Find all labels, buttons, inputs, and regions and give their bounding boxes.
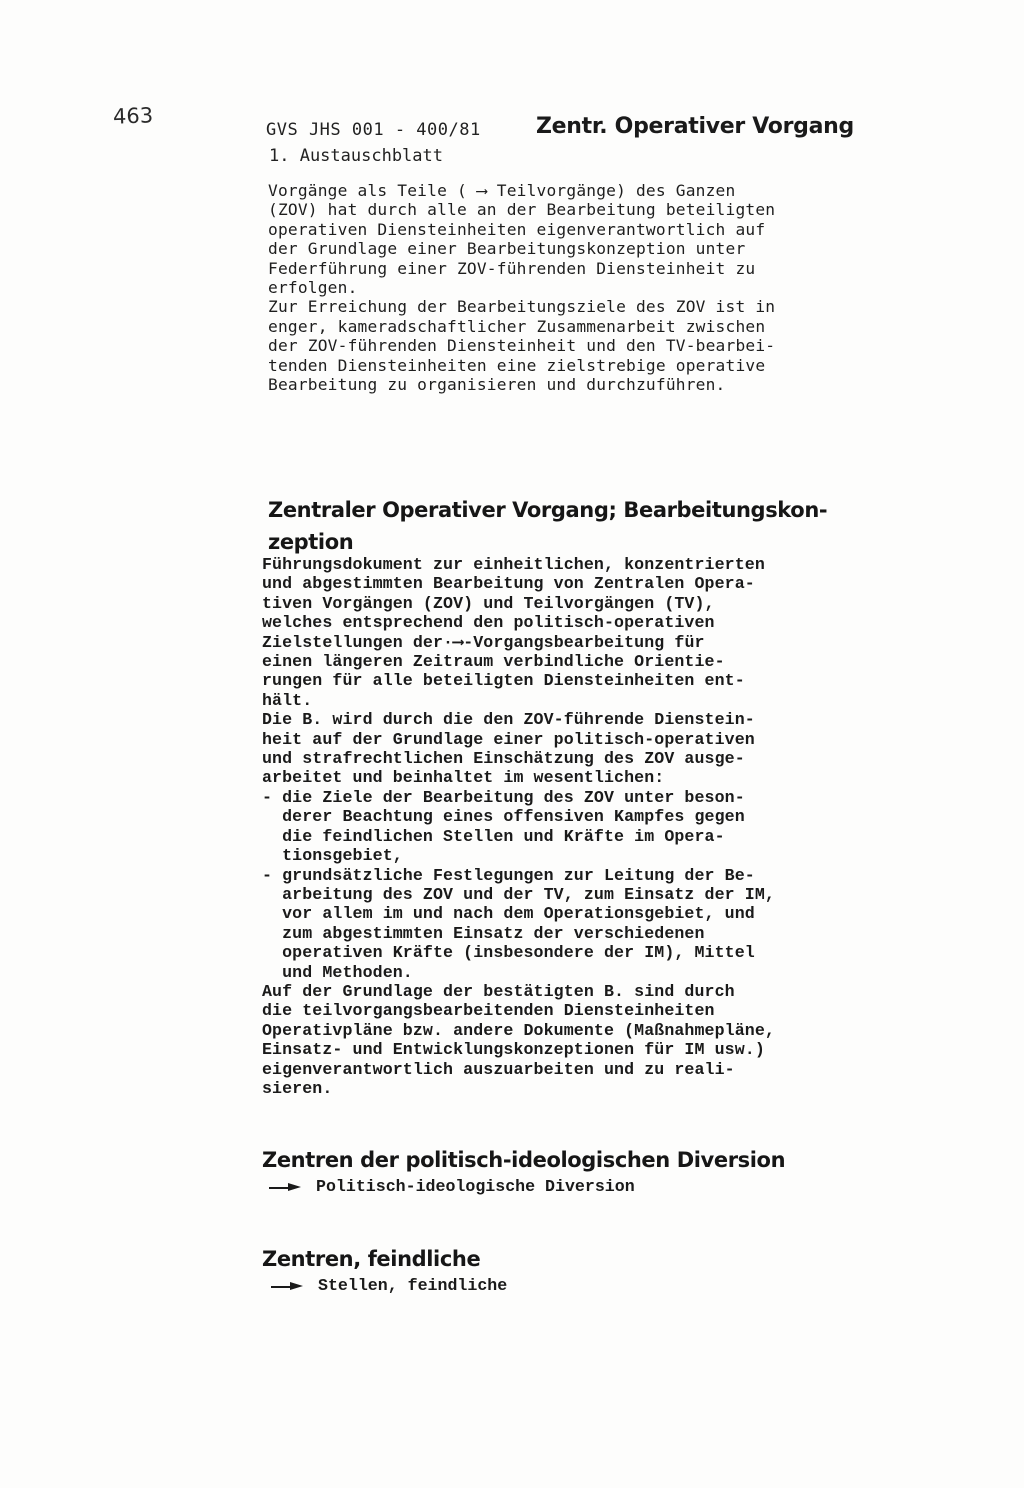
document-reference: GVS JHS 001 - 400/81 — [266, 120, 481, 140]
cross-reference-text: Politisch-ideologische Diversion — [316, 1177, 635, 1196]
entry-continuation-text: Vorgänge als Teile ( ⟶ Teilvorgänge) des Ganzen (ZOV) hat durch alle an der Bearbeitung beteiligten operativen Diensteinheiten eigenverantwortlich auf der Grundlage einer Bearbeitungskonzeption unter Federführung einer ZOV-führenden Diensteinheit zu erfolgen. Zur Erreichung der Bearbeitungsziele des ZOV ist in enger, kameradschaftlicher Zusammenarbeit zwischen der ZOV-führenden Diensteinheit und den TV-bearbei- tenden Diensteinheiten eine zielstrebige operative Bearbeitung zu organisieren und durchzuführen. — [268, 181, 776, 395]
cross-reference-pid — [268, 1177, 635, 1196]
cross-reference-text: Stellen, feindliche — [318, 1276, 508, 1295]
page-number: 463 — [112, 103, 154, 129]
entry-heading-bearbeitungskonzeption: Zentraler Operativer Vorgang; Bearbeitungskon- zeption — [268, 498, 828, 554]
cross-reference-arrow-icon — [268, 1181, 302, 1193]
entry-text-bearbeitungskonzeption: Führungsdokument zur einheitlichen, konzentrierten und abgestimmten Bearbeitung von Zentralen Opera- tiven Vorgängen (ZOV) und Teilvorgängen (TV), welches entsprechend den politisch-operativen Zielstellungen der·⟶-Vorgangsbearbeitung für einen längeren Zeitraum verbindliche Orientie- rungen für alle beteiligten Diensteinheiten ent- hält. Die B. wird durch die den ZOV-führende Dienstein- heit auf der Grundlage einer politisch-operativen und strafrechtlichen Einschätzung des ZOV ausge- arbeitet und beinhaltet im wesentlichen: - die Ziele der Bearbeitung des ZOV unter beson- derer Beachtung eines offensiven Kampfes gegen die feindlichen Stellen und Kräfte im Opera- tionsgebiet, - grundsätzliche Festlegungen zur Leitung der Be- arbeitung des ZOV und der TV, zum Einsatz der IM, vor allem im und nach dem Operationsgebiet, und zum abgestimmten Einsatz der verschiedenen operativen Kräfte (insbesondere der IM), Mittel und Methoden. Auf der Grundlage der bestätigten B. sind durch die teilvorgangsbearbeitenden Diensteinheiten Operativpläne bzw. andere Dokumente (Maßnahmepläne, Einsatz- und Entwicklungskonzeptionen für IM usw.) eigenverantwortlich auszuarbeiten und zu reali- sieren. — [262, 555, 775, 1098]
cross-reference-arrow-icon — [270, 1280, 304, 1292]
entry-heading-zentren-feindliche: Zentren, feindliche — [262, 1247, 481, 1271]
cross-reference-stellen — [270, 1276, 507, 1295]
running-header-title: Zentr. Operativer Vorgang — [536, 114, 854, 139]
replacement-sheet-note: 1. Austauschblatt — [269, 146, 443, 166]
entry-heading-zentren-pid: Zentren der politisch-ideologischen Diversion — [262, 1148, 786, 1172]
